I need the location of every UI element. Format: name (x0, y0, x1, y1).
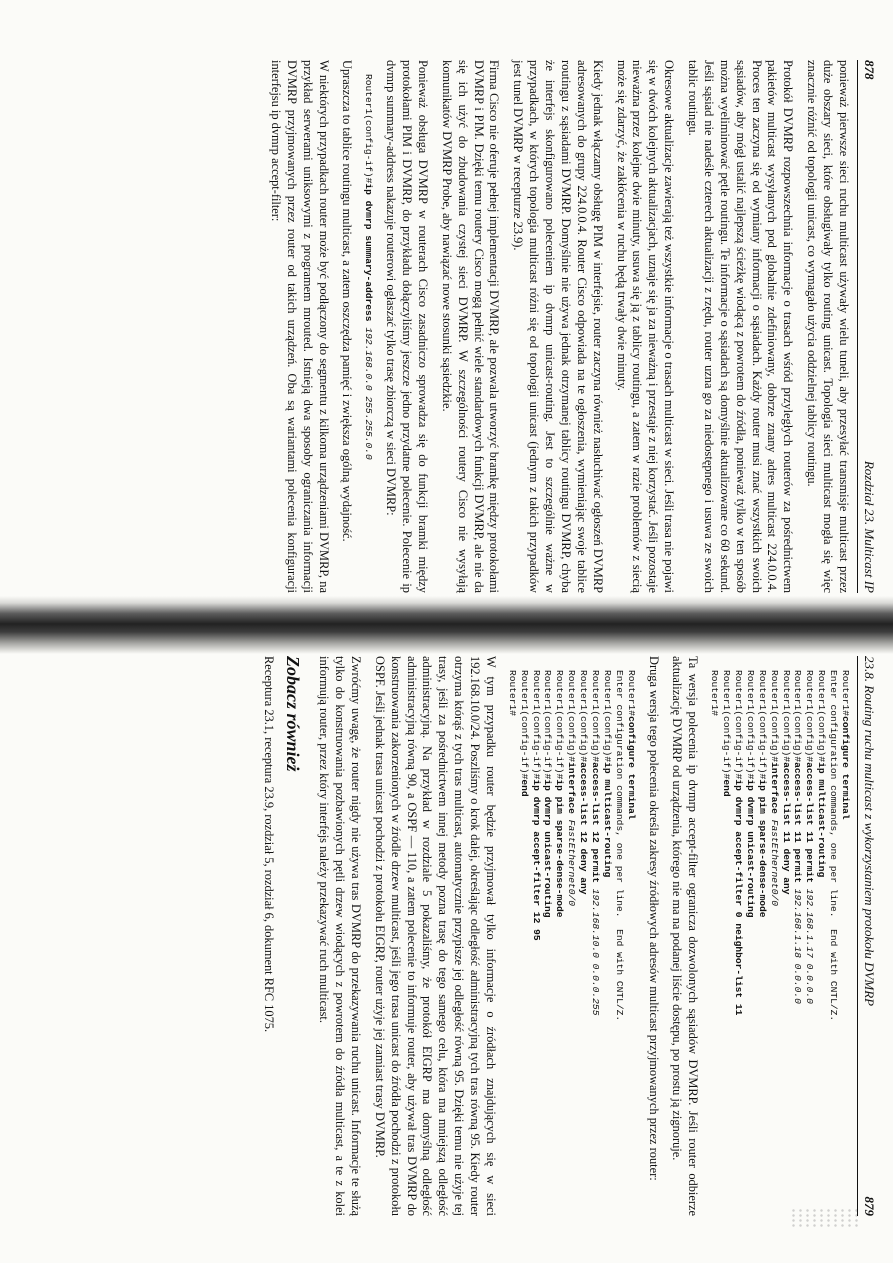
code-prompt: Router1# (625, 670, 637, 717)
code-prompt: Router1(config)# (590, 670, 602, 763)
code-listing (362, 74, 374, 593)
code-prompt: Router1(config-if)# (518, 670, 530, 780)
code-line (768, 670, 780, 1216)
code-listing (506, 670, 637, 1216)
code-prompt: Router1(config)# (780, 670, 792, 763)
paragraph: Okresowe aktualizacje zawierają też wszystkie informacje o trasach multicast w sieci. Jeśli trasa nie pojawi się w dwóch kolejnych aktualizacjach, uznaje się ja za nieważną i przestaje z niej korzystać. Jeśli pozostaje nieważna przez kolejne dwie minuty, usuwa się ją z tablicy routingu, a zatem w razie problemów z siecią może się zdarzyć, że zakłócenia w ruchu będą trwały dwie minuty. (614, 60, 677, 593)
paragraph: Ponieważ obsługa DVMRP w routerach Cisco zasadniczo sprowadza się do funkcji bramki między protokołami PIM i DVMRP, do przykładu dołączyliśmy jeszcze jedno przydatne polecenie. Polecenie ip dvmrp summary-address nakazuje routerowi ogłaszać tylko trasę zbiorczą w sieci DVMRP: (384, 60, 430, 593)
code-line (542, 670, 554, 1216)
code-command: ip dvmrp unicast-routing (542, 779, 554, 918)
code-argument: 192.168.1.18 0.0.0.0 (792, 883, 804, 1004)
code-line (744, 670, 756, 1216)
code-command: access-list 12 deny any (578, 762, 590, 895)
code-prompt: Router1(config)# (566, 670, 578, 763)
code-command: access-list 11 permit (804, 762, 816, 884)
code-line (577, 670, 589, 1216)
code-command: interface (768, 762, 780, 814)
code-prompt: Enter configuration commands, one per line. End with CNTL/Z. (828, 670, 840, 1022)
page-879 (252, 656, 877, 1216)
code-argument: FastEthernet0/0 (566, 813, 578, 907)
code-prompt: Router1# (840, 670, 851, 717)
code-command: access-list 11 deny any (780, 762, 792, 895)
code-line (553, 670, 565, 1216)
code-line (792, 670, 804, 1216)
code-prompt: Router1(config-if)# (744, 670, 756, 780)
code-line (506, 670, 518, 1216)
code-prompt: Router1(config)# (578, 670, 590, 763)
code-command: ip dvmrp summary-address (363, 183, 375, 322)
code-prompt: Router1(config)# (601, 670, 613, 763)
paragraph: Ta wersja polecenia ip dvmrp accept-filter ogranicza dozwolonych sąsiadów DVMRP. Jeśli router odbierze aktualizację DVMRP od urządzenia, którego nie ma na podanej liście dostępu, po prostu ją zignoruje. (670, 656, 701, 1216)
code-line (601, 670, 613, 1216)
code-line (720, 670, 732, 1216)
code-line (732, 670, 744, 1216)
code-command: configure terminal (625, 716, 637, 820)
code-argument: 192.168.0.0 255.255.0.0 (363, 321, 375, 460)
code-command: access-list 11 permit (792, 762, 804, 884)
code-command: ip pim sparse-dense-mode (756, 779, 768, 918)
code-prompt: Router1# (506, 670, 518, 717)
code-prompt: Enter configuration commands, one per line. End with CNTL/Z. (613, 670, 625, 1022)
chapter-title: Rozdział 23. Multicast IP (862, 460, 877, 593)
paragraph: Druga wersja tego polecenia określa zakresy źródłowych adresów multicast przyjmowanych przez router: (646, 656, 661, 1181)
code-line (565, 670, 577, 1216)
page-number: 878 (862, 60, 877, 80)
code-line (530, 670, 542, 1216)
code-command: interface (566, 762, 578, 814)
code-line (780, 670, 792, 1216)
code-command: ip dvmrp unicast-routing (744, 779, 756, 918)
code-command: ip dvmrp accept-filter 12 95 (530, 779, 542, 941)
code-prompt: Router1(config-if)# (363, 74, 375, 184)
code-prompt: Router1(config)# (768, 670, 780, 763)
code-command: end (518, 779, 530, 797)
paragraph: Kiedy jednak włączamy obsługę PIM w interfejsie, router zaczyna również nasłuchiwać ogłoszeń DVMRP adresowanych do grupy 224.0.0.4. Router Cisco odpowiada na te ogłoszenia, wymieniając swoje tablice routingu z sąsiadami DVMRP. Domyślnie nie używa jednak otrzymanej tablicy routingu DVMRP, chyba że interfejs skonfigurowano poleceniem ip dvmrp unicast-routing. Jest to szczególnie ważne w przypadkach, w których topologia multicast różni się od topologii unicast (jednym z takich przypadków jest tunel DVMRP w recepturze 23.9). (511, 60, 605, 593)
code-line (589, 670, 601, 1216)
code-argument: FastEthernet0/0 (768, 813, 780, 907)
code-line (839, 670, 851, 1216)
code-prompt: Router1(config-if)# (721, 670, 733, 780)
page-878 (259, 60, 877, 593)
code-prompt: Router1(config-if)# (542, 670, 554, 780)
code-prompt: Router1# (709, 670, 721, 717)
paragraph: ponieważ pierwsze sieci ruchu multicast używały wielu tuneli, aby przesyłać transmisje multicast przez duże obszary sieci, które obsługiwały tylko routing unicast. Topologia sieci multicast mogła się więc znacznie różnić od topologii unicast, co wymagało użycia oddzielnej tablicy routingu. (805, 60, 851, 593)
code-command: ip pim sparse-dense-mode (554, 779, 566, 918)
section-heading: Zobacz również (283, 656, 304, 772)
paragraph: W tym przypadku router będzie przyjmował tylko informacje o źródłach znajdujących się w sieci 192.168.10.0/24. Poszliśmy o krok dalej, określając odległość administracyjną tych tras równą 95. Kiedy router otrzyma którąś z tych tras multicast, automatycznie przypisze jej odległość równą 95. Dzięki temu nie użyje tej trasy, jeśli za pośrednictwem innej metody pozna trasę do tego samego celu, która ma mniejszą odległość administracyjną. Na przykład w rozdziale 5 pokazaliśmy, że protokół EIGRP ma domyślną odległość administracyjną równą 90, a OSPF — 110, a zatem polecenie to informuje router, aby używał tras DVMRP do konstruowania zakorzenionych w źródle drzew multicast, jeśli jego trasa unicast do źródła pochodzi z protokołu OSPF. Jeśli jednak trasa unicast pochodzi z protokołu EIGRP, router użyje jej zamiast trasy DVMRP. (372, 656, 498, 1216)
code-prompt: Router1(config-if)# (756, 670, 768, 780)
code-prompt: Router1(config)# (792, 670, 804, 763)
code-line (756, 670, 768, 1216)
paragraph: Zwróćmy uwagę, że router nigdy nie używa tras DVMRP do przekazywania ruchu unicast. Informacje te służą tylko do konstruowania pozbawionych pętli drzew wiodących z powrotem do źródła multicast, a te z kolei informują router, przez który interfejs należy przekazywać ruch multicast. (317, 656, 363, 1216)
code-command: access-list 12 permit (590, 762, 602, 884)
paragraph: Protokół DVMRP rozpowszechnia informacje o trasach wśród przyległych routerów za pośrednictwem pakietów multicast wysyłanych pod globalnie zdefiniowany, dobrze znany adres multicast 224.0.0.4. Proces ten zaczyna się od wymiany informacji o sąsiadach. Każdy router musi znać wszystkich swoich sąsiadów, aby mógł ustalić najlepszą ścieżkę wiodącą z powrotem do źródła, ponieważ tylko w ten sposób można wyeliminować pętle routingu. Te informacje o sąsiadach są domyślnie aktualizowane co 60 sekund. Jeśli sąsiad nie nadeśle czterech aktualizacji z rzędu, router uzna go za niedostępnego i usuwa ze swoich tablic routingu. (686, 60, 796, 593)
code-line (613, 670, 625, 1216)
code-command: ip multicast-routing (816, 762, 828, 878)
code-command: configure terminal (840, 716, 851, 820)
code-prompt: Router1(config)# (804, 670, 816, 763)
code-line (815, 670, 827, 1216)
code-line (518, 670, 530, 1216)
code-line (827, 670, 839, 1216)
code-line (803, 670, 815, 1216)
code-argument: 192.168.10.0 0.0.0.255 (590, 883, 602, 1016)
running-header (857, 656, 877, 1216)
code-line (625, 670, 637, 1216)
code-command: ip dvmrp accept-filter 0 neighbor-list 11 (732, 779, 744, 1016)
paragraph: Firma Cisco nie oferuje pełnej implementacji DVMRP, ale pozwala utworzyć bramkę między protokołami DVMRP i PIM. Dzięki temu routery Cisco mogą pełnić wiele standardowych funkcji DVMRP, ale nie da się ich użyć do zbudowania czystej sieci DVMRP. W szczególności routery Cisco nie wysyłają komunikatów DVMRP Probe, aby nawiązać nowe stosunki sąsiedzkie. (439, 60, 502, 593)
code-prompt: Router1(config)# (816, 670, 828, 763)
code-command: end (721, 779, 733, 797)
paragraph: Upraszcza to tablice routingu multicast, a zatem oszczędza pamięć i zwiększa ogólną wydajność. (340, 60, 355, 542)
paragraph: W niektórych przypadkach router może być podłączony do segmentu z kilkoma urządzeniami DVMRP, na przykład serwerami uniksowymi z programem mrouted. Istnieją dwa sposoby ograniczania informacji DVMRP przyjmowanych przez router od takich urządzeń. Oba są wariantami polecenia konfiguracji interfejsu ip dvmrp accept-filter: (268, 60, 331, 593)
code-prompt: Router1(config-if)# (530, 670, 542, 780)
code-command: ip multicast-routing (601, 762, 613, 878)
section-title: 23.8. Routing ruchu multicast z wykorzystaniem protokołu DVMRP (862, 656, 877, 1007)
code-prompt: Router1(config-if)# (554, 670, 566, 780)
running-header (857, 60, 877, 593)
paragraph: Receptura 23.1, receptura 23.9, rozdział 5, rozdział 6, dokument RFC 1075. (262, 656, 277, 1033)
book-binding-shadow (0, 596, 893, 654)
code-line (708, 670, 720, 1216)
code-prompt: Router1(config-if)# (732, 670, 744, 780)
code-argument: 192.168.1.17 0.0.0.0 (804, 883, 816, 1004)
code-listing (708, 670, 851, 1216)
page-number: 879 (862, 1196, 877, 1216)
